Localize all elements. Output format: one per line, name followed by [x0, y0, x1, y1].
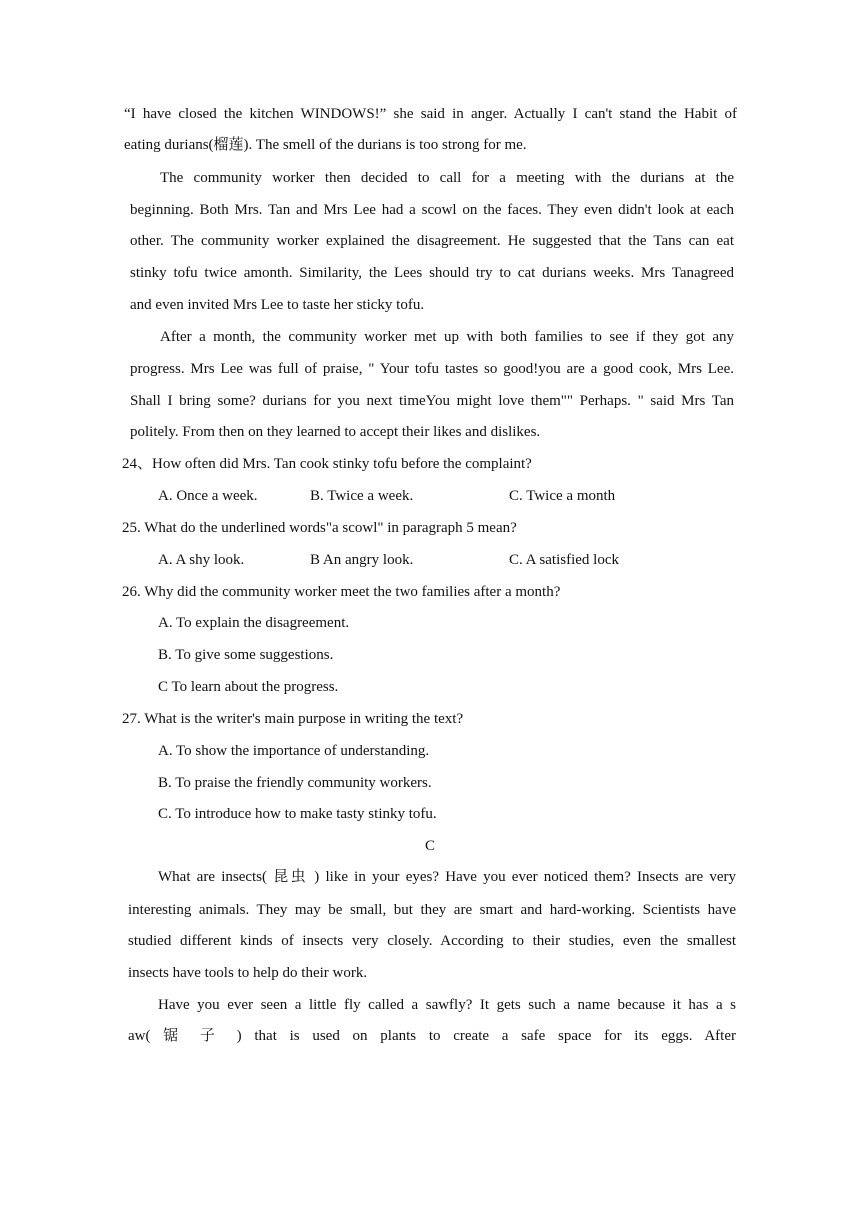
story-b-line-4: beginning. Both Mrs. Tan and Mrs Lee had a scowl on the faces. They even didn't look at each — [130, 202, 734, 218]
question-24-stem: 24、How often did Mrs. Tan cook stinky tofu before the complaint? — [122, 456, 532, 472]
passage-c-line-3: studied different kinds of insects very closely. According to their studies, even the smallest — [128, 933, 736, 949]
question-25-stem: 25. What do the underlined words"a scowl" in paragraph 5 mean? — [122, 520, 517, 536]
question-27-option-a: A. To show the importance of understanding. — [158, 743, 430, 759]
story-b-line-5: other. The community worker explained the disagreement. He suggested that the Tans can eat — [130, 233, 734, 249]
question-24-option-a: A. Once a week. — [158, 488, 258, 504]
question-24-option-b: B. Twice a week. — [310, 488, 414, 504]
story-b-line-11: politely. From then on they learned to accept their likes and dislikes. — [130, 424, 541, 440]
question-27-option-c: C. To introduce how to make tasty stinky tofu. — [158, 806, 437, 822]
story-b-line-10: Shall I bring some? durians for you next timeYou might love them"" Perhaps. " said Mrs Tan — [130, 393, 734, 409]
story-b-line-2: eating durians(榴莲). The smell of the durians is too strong for me. — [124, 137, 527, 153]
question-26-option-c: C To learn about the progress. — [158, 679, 339, 695]
story-b-line-8: After a month, the community worker met up with both families to see if they got any — [160, 329, 734, 345]
question-24-option-c: C. Twice a month — [509, 488, 616, 504]
story-b-line-1: “I have closed the kitchen WINDOWS!” she said in anger. Actually I can't stand the Habit of — [124, 106, 737, 122]
story-b-line-7: and even invited Mrs Lee to taste her sticky tofu. — [130, 297, 425, 313]
question-27-stem: 27. What is the writer's main purpose in writing the text? — [122, 711, 464, 727]
story-b-line-9: progress. Mrs Lee was full of praise, " Your tofu tastes so good!you are a good cook, Mrs Lee. — [130, 361, 734, 377]
passage-c-line-4: insects have tools to help do their work. — [128, 965, 368, 981]
passage-c-heading: C — [424, 838, 435, 854]
question-25-option-a: A. A shy look. — [158, 552, 245, 568]
question-25-option-c: C. A satisfied lock — [509, 552, 619, 568]
question-27-option-b: B. To praise the friendly community workers. — [158, 775, 432, 791]
question-26-option-b: B. To give some suggestions. — [158, 647, 334, 663]
passage-c-line-5: Have you ever seen a little fly called a sawfly? It gets such a name because it has a s — [158, 997, 736, 1013]
question-25-option-b: B An angry look. — [310, 552, 414, 568]
question-26-option-a: A. To explain the disagreement. — [158, 615, 350, 631]
question-26-stem: 26. Why did the community worker meet the two families after a month? — [122, 584, 561, 600]
story-b-line-3: The community worker then decided to call for a meeting with the durians at the — [160, 170, 734, 186]
story-b-line-6: stinky tofu twice amonth. Similarity, the Lees should try to cat durians weeks. Mrs Tanagreed — [130, 265, 734, 281]
passage-c-line-6: aw( 锯 子 ) that is used on plants to create a safe space for its eggs. After — [128, 1028, 736, 1044]
passage-c-line-1: What are insects( 昆虫 ) like in your eyes? Have you ever noticed them? Insects are very — [158, 869, 736, 885]
passage-c-line-2: interesting animals. They may be small, but they are smart and hard-working. Scientists have — [128, 902, 736, 918]
